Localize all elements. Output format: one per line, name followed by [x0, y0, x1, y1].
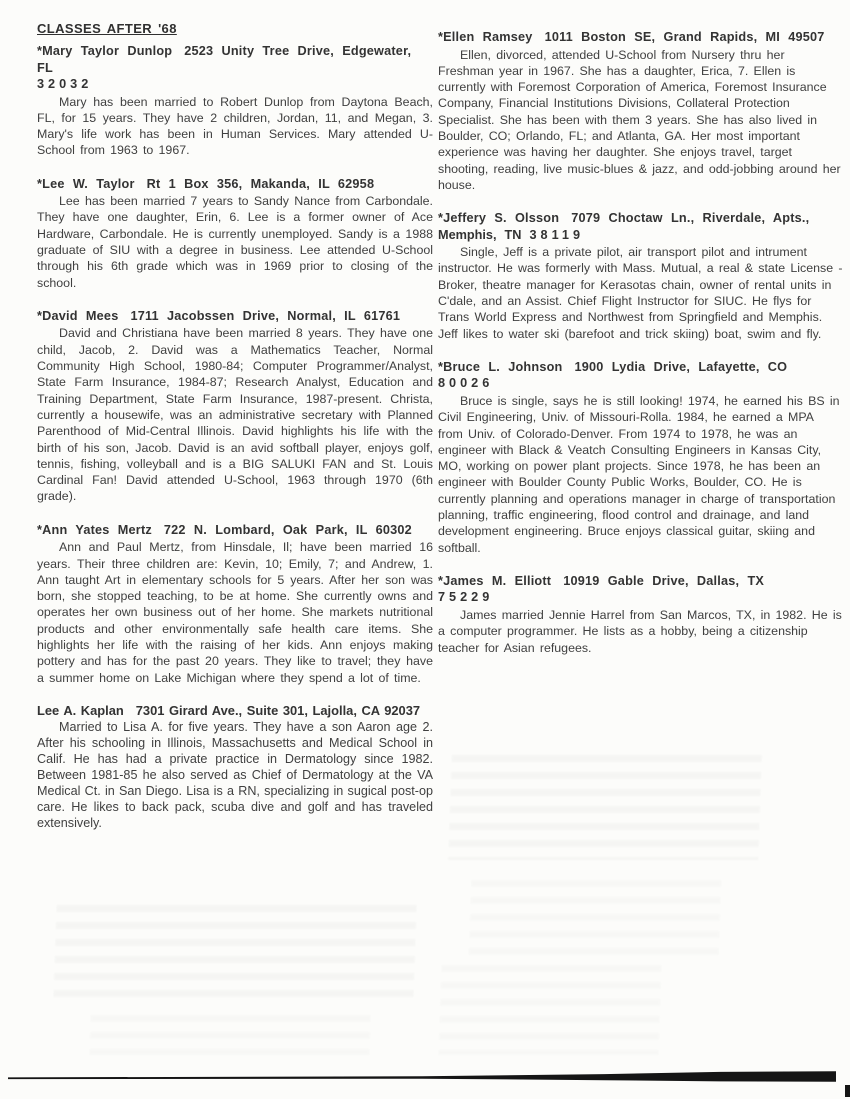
- alumni-entry: [438, 573, 843, 656]
- ghost-bleedthrough: [448, 755, 762, 860]
- entry-bio: Ann and Paul Mertz, from Hinsdale, Il; have been married 16 years. Their three children are: Kevin, 10; Emily, 7; and Andrew, 1. Ann taught Art in elementary schools for 5 years. After her son was born, she stopped teaching, to be at home. She currently owns and operates her own business out of her home. She markets nutritional products and other environmentally safe health care items. She highlights her life with the raising of her kids. Ann enjoys making pottery and has for the past 20 years. They like to travel; they have a summer home on Lake Michigan where they spend a lot of time.: [37, 540, 433, 685]
- entry-name: *Ellen Ramsey: [438, 30, 533, 44]
- entry-heading: [438, 210, 843, 227]
- right-column: [438, 29, 843, 673]
- alumni-entry: [438, 210, 843, 342]
- alumni-entry: [438, 29, 843, 193]
- entry-heading: [37, 703, 433, 720]
- section-header: CLASSES AFTER '68: [37, 21, 177, 36]
- entry-heading: [438, 29, 843, 46]
- entry-bio: Bruce is single, says he is still looking! 1974, he earned his BS in Civil Engineering, Univ. of Missouri-Rolla. 1984, he earned a MPA from Univ. of Colorado-Denver. From 1974 to 1978, he was an engineer with Black & Veatch Consulting Engineers in Kansas City, MO, working on power plant projects. Since 1978, he has been an engineer with Boulder County Public Works, Boulder, CO. He is currently planning and operations manager in charge of transportation planning, traffic engineering, flood control and drainage, and land development engineering. Bruce enjoys classical guitar, skiing and softball.: [438, 393, 840, 555]
- entry-name: *Ann Yates Mertz: [37, 522, 152, 537]
- entry-name: *Lee W. Taylor: [37, 176, 135, 191]
- entry-heading: [438, 573, 843, 590]
- entry-address-line2: [37, 76, 433, 93]
- entry-address-line2: [438, 589, 843, 606]
- entry-name: *Jeffery S. Olsson: [438, 211, 560, 226]
- entry-heading: [37, 308, 433, 325]
- right-column-entries: [438, 29, 843, 656]
- entry-bio: David and Christiana have been married 8 years. They have one child, Jacob, 2. David was a Mathematics Teacher, Normal Community High School, 1980-84; Computer Programmer/Analyst, State Farm Insurance, 1984-87; Research Analyst, Education and Training Department, State Farm Insurance, 1987-present. Christa, currently a housewife, was an administrative secretary with Planned Parenthood of Mid-Central Illinois. David highlights his life with the birth of his son, Jacob. David is an avid softball player, enjoys golf, tennis, fishing, volleyball and is a BIG SALUKI FAN and St. Louis Cardinal Fan! David attended U-School, 1963 through 1970 (6th grade).: [37, 326, 433, 504]
- alumni-entry: [37, 43, 433, 159]
- entry-address-line2: [438, 375, 843, 392]
- entry-name: Lee A. Kaplan: [37, 702, 124, 718]
- alumni-entry: [37, 703, 433, 832]
- entry-zip: 75229: [438, 590, 494, 605]
- entry-zip: 32032: [37, 77, 93, 91]
- ghost-bleedthrough: [438, 965, 661, 1055]
- entry-heading: [438, 359, 843, 376]
- entry-zip: 38119: [529, 227, 585, 242]
- scan-artifact-line: [8, 1071, 836, 1082]
- left-column: [37, 21, 433, 849]
- entry-bio: James married Jennie Harrel from San Marcos, TX, in 1982. He is a computer programmer. He lists as a hobby, being a citizenship teacher for Asian refugees.: [438, 607, 842, 655]
- entry-name: *Mary Taylor Dunlop: [37, 44, 173, 58]
- ghost-bleedthrough: [53, 905, 416, 1000]
- entry-city-state: Memphis, TN: [438, 227, 522, 242]
- entry-heading: [37, 43, 433, 76]
- entry-name: *James M. Elliott: [438, 573, 552, 588]
- entry-address: 10919 Gable Drive, Dallas, TX: [563, 573, 765, 588]
- entry-address: 1900 Lydia Drive, Lafayette, CO: [574, 359, 788, 374]
- entry-address-line2: [438, 227, 843, 244]
- entry-bio: Single, Jeff is a private pilot, air transport pilot and intrument instructor. He was formerly with Mass. Mutual, a real & state License -Broker, theatre manager for Kerasotas chain, owner of rental units in C'dale, and an Assist. Chief Flight Instructor for SIUC. He flys for Trans World Express and Northwest from Springfield and Memphis. Jeff likes to water ski (barefoot and trick skiing) boat, swim and fly.: [438, 245, 843, 341]
- entry-heading: [37, 176, 433, 193]
- alumni-entry: [37, 176, 433, 291]
- entry-bio: Married to Lisa A. for five years. They have a son Aaron age 2. After his schooling in Illinois, Massachusetts and Medical School in Calif. He has had a private practice in Dermatology since 1982. Between 1981-85 he also served as Chief of Dermatology at the VA Medical Ct. in San Diego. Lisa is a RN, specializing in sugical post-op care. He likes to back pack, scuba dive and golf and has traveled extensively.: [37, 720, 433, 830]
- entry-bio: Mary has been married to Robert Dunlop from Daytona Beach, FL, for 15 years. They have 2 children, Jordan, 11, and Megan, 3. Mary's life work has been in Human Services. Mary attended U-School from 1963 to 1967.: [37, 94, 433, 158]
- entry-address: 7301 Girard Ave., Suite 301, Lajolla, CA 92037: [135, 702, 421, 718]
- ghost-bleedthrough: [469, 880, 722, 955]
- entry-address: 2523 Unity Tree Drive, Edgewater, FL: [37, 44, 412, 75]
- entry-zip: 80026: [438, 376, 494, 391]
- alumni-entry: [37, 308, 433, 505]
- entry-name: *David Mees: [37, 308, 119, 323]
- entry-bio: Ellen, divorced, attended U-School from Nursery thru her Freshman year in 1967. She has a daughter, Erica, 7. Ellen is currently with Foremost Corporation of America, Foremost Insurance Company, Financial Institutions Divisions, Collateral Protection Specialist. She has been with them 3 years. She has also lived in Boulder, CO; Orlando, FL; and Atlanta, GA. Her most important experience was having her daughter. She enjoys travel, target shooting, reading, live music-blues & jazz, and odd-jobbing around her house.: [438, 47, 841, 192]
- entry-address: 1711 Jacobssen Drive, Normal, IL 61761: [130, 308, 401, 323]
- entry-name: *Bruce L. Johnson: [438, 359, 563, 374]
- entry-address: 1011 Boston SE, Grand Rapids, MI 49507: [544, 30, 825, 44]
- entry-heading: [37, 522, 433, 539]
- alumni-entry: [438, 359, 843, 556]
- entry-address: 7079 Choctaw Ln., Riverdale, Apts.,: [571, 211, 810, 226]
- ghost-bleedthrough: [89, 1015, 370, 1055]
- alumni-entry: [37, 522, 433, 686]
- left-column-entries: [37, 43, 433, 832]
- entry-bio: Lee has been married 7 years to Sandy Nance from Carbondale. They have one daughter, Erin, 6. Lee is a former owner of Ace Hardware, Carbondale. He is currently unemployed. Sandy is a 1988 graduate of SIU with a degree in business. Lee attended U-School through his 6th grade which was in 1969 prior to closing of the school.: [37, 194, 433, 290]
- scan-artifact-corner: [845, 1085, 850, 1097]
- entry-address: 722 N. Lombard, Oak Park, IL 60302: [163, 522, 412, 537]
- entry-address: Rt 1 Box 356, Makanda, IL 62958: [146, 176, 375, 191]
